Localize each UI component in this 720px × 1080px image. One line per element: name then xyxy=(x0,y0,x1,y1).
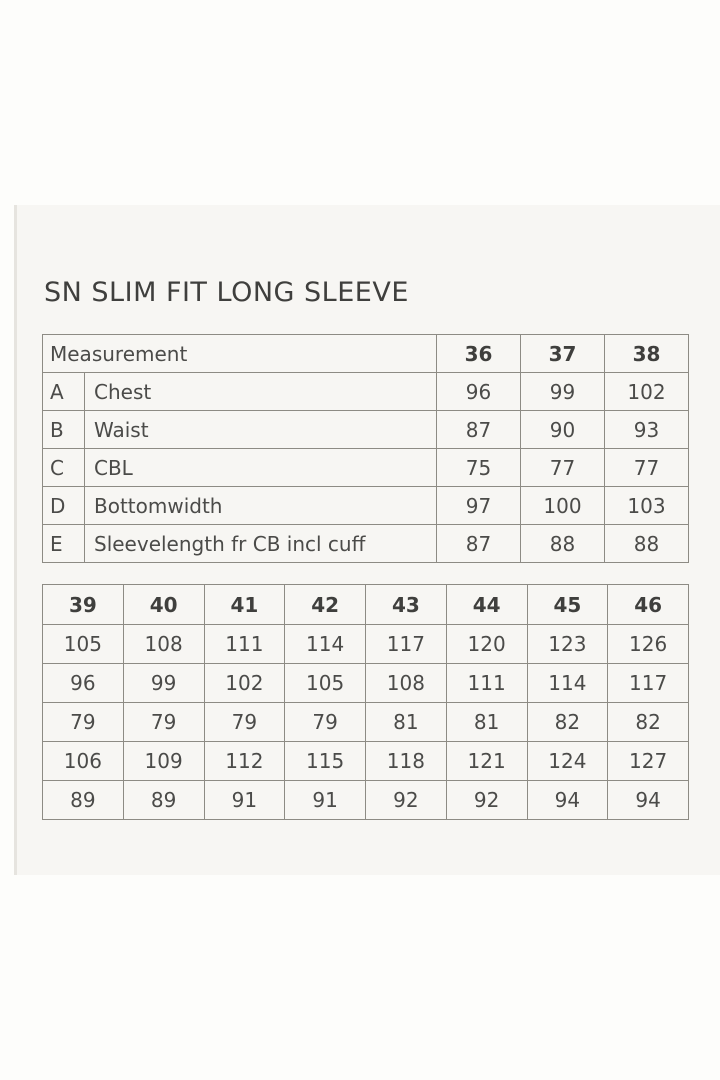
row-value: 92 xyxy=(446,781,527,820)
row-value: 127 xyxy=(608,742,689,781)
row-value: 117 xyxy=(366,625,447,664)
row-value: 123 xyxy=(527,625,608,664)
row-value: 81 xyxy=(446,703,527,742)
row-value: 82 xyxy=(527,703,608,742)
table-row xyxy=(43,664,689,703)
table-row xyxy=(43,742,689,781)
row-value: 77 xyxy=(605,449,689,487)
row-value: 89 xyxy=(123,781,204,820)
table-header-row xyxy=(43,335,689,373)
row-value: 106 xyxy=(43,742,124,781)
row-value: 97 xyxy=(437,487,521,525)
row-letter: B xyxy=(43,411,85,449)
row-value: 94 xyxy=(527,781,608,820)
row-letter: D xyxy=(43,487,85,525)
size-chart-table-bottom xyxy=(42,584,689,820)
row-value: 99 xyxy=(123,664,204,703)
row-value: 82 xyxy=(608,703,689,742)
header-measurement: Measurement xyxy=(43,335,437,373)
table-row xyxy=(43,373,689,411)
row-value: 124 xyxy=(527,742,608,781)
table-row xyxy=(43,525,689,563)
row-value: 115 xyxy=(285,742,366,781)
table-header-row xyxy=(43,585,689,625)
row-value: 99 xyxy=(521,373,605,411)
row-value: 81 xyxy=(366,703,447,742)
table-row xyxy=(43,487,689,525)
row-value: 102 xyxy=(605,373,689,411)
row-value: 92 xyxy=(366,781,447,820)
row-value: 109 xyxy=(123,742,204,781)
row-value: 105 xyxy=(43,625,124,664)
header-size-44: 44 xyxy=(446,585,527,625)
row-value: 120 xyxy=(446,625,527,664)
row-value: 103 xyxy=(605,487,689,525)
row-value: 96 xyxy=(437,373,521,411)
row-value: 114 xyxy=(527,664,608,703)
table-row xyxy=(43,781,689,820)
row-value: 79 xyxy=(123,703,204,742)
header-size-45: 45 xyxy=(527,585,608,625)
row-measurement-name: Chest xyxy=(85,373,437,411)
header-size-43: 43 xyxy=(366,585,447,625)
row-value: 126 xyxy=(608,625,689,664)
header-size-38: 38 xyxy=(605,335,689,373)
row-measurement-name: Waist xyxy=(85,411,437,449)
row-value: 111 xyxy=(204,625,285,664)
row-value: 79 xyxy=(43,703,124,742)
row-value: 118 xyxy=(366,742,447,781)
row-value: 90 xyxy=(521,411,605,449)
row-measurement-name: Sleevelength fr CB incl cuff xyxy=(85,525,437,563)
row-value: 75 xyxy=(437,449,521,487)
row-value: 96 xyxy=(43,664,124,703)
row-value: 108 xyxy=(123,625,204,664)
row-measurement-name: Bottomwidth xyxy=(85,487,437,525)
size-chart-table-top xyxy=(42,334,689,563)
header-size-40: 40 xyxy=(123,585,204,625)
row-value: 88 xyxy=(605,525,689,563)
row-value: 88 xyxy=(521,525,605,563)
row-value: 87 xyxy=(437,525,521,563)
table-row xyxy=(43,411,689,449)
row-value: 102 xyxy=(204,664,285,703)
row-value: 79 xyxy=(204,703,285,742)
row-value: 108 xyxy=(366,664,447,703)
row-value: 91 xyxy=(285,781,366,820)
row-value: 117 xyxy=(608,664,689,703)
row-letter: A xyxy=(43,373,85,411)
header-size-36: 36 xyxy=(437,335,521,373)
row-value: 89 xyxy=(43,781,124,820)
row-value: 114 xyxy=(285,625,366,664)
row-value: 112 xyxy=(204,742,285,781)
header-size-42: 42 xyxy=(285,585,366,625)
table-row xyxy=(43,703,689,742)
table-row xyxy=(43,449,689,487)
row-letter: E xyxy=(43,525,85,563)
header-size-37: 37 xyxy=(521,335,605,373)
row-value: 121 xyxy=(446,742,527,781)
row-value: 94 xyxy=(608,781,689,820)
row-value: 100 xyxy=(521,487,605,525)
row-measurement-name: CBL xyxy=(85,449,437,487)
row-value: 77 xyxy=(521,449,605,487)
header-size-41: 41 xyxy=(204,585,285,625)
row-value: 93 xyxy=(605,411,689,449)
header-size-46: 46 xyxy=(608,585,689,625)
row-value: 105 xyxy=(285,664,366,703)
row-value: 87 xyxy=(437,411,521,449)
row-value: 79 xyxy=(285,703,366,742)
page-title: SN SLIM FIT LONG SLEEVE xyxy=(44,277,409,308)
table-row xyxy=(43,625,689,664)
row-value: 111 xyxy=(446,664,527,703)
row-letter: C xyxy=(43,449,85,487)
row-value: 91 xyxy=(204,781,285,820)
header-size-39: 39 xyxy=(43,585,124,625)
